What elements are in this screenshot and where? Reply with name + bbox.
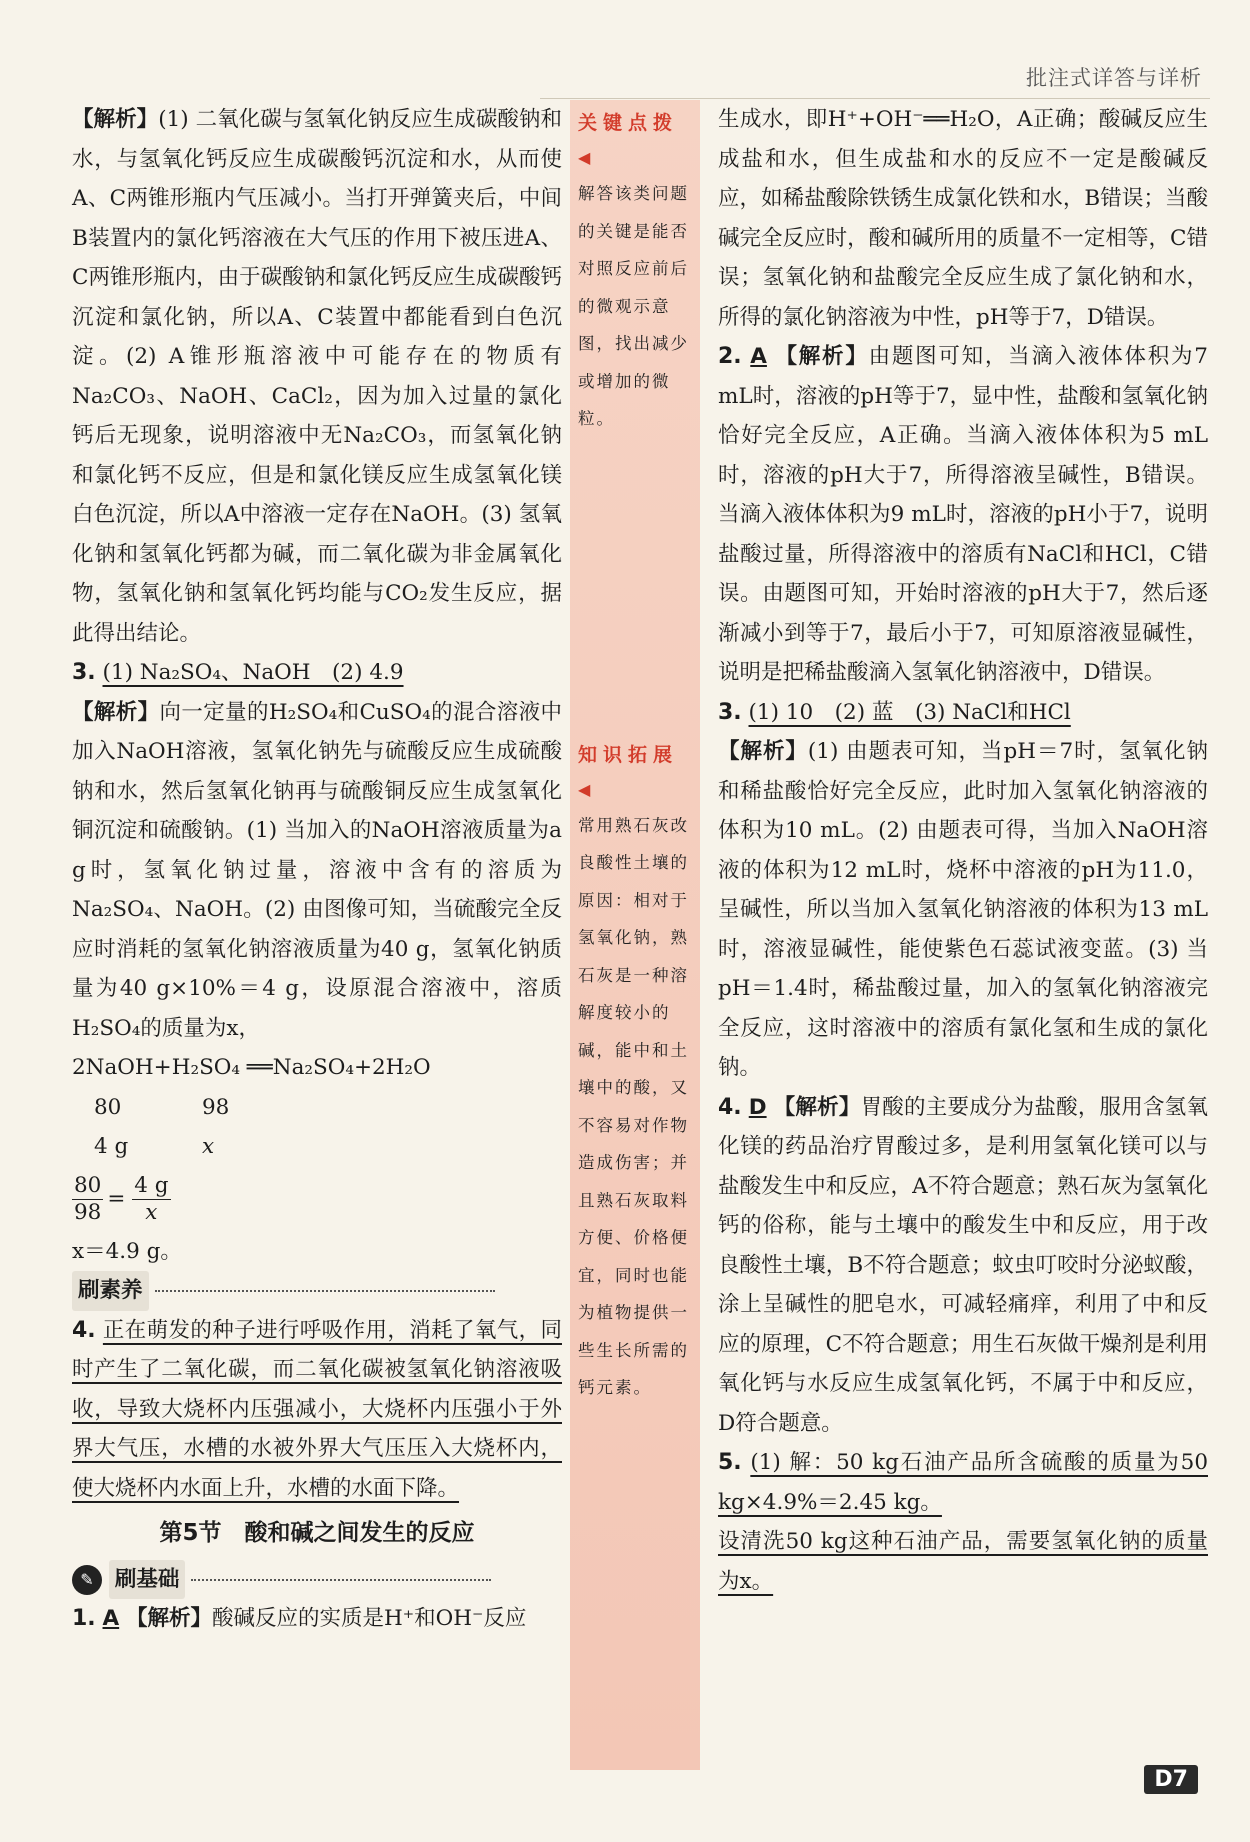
- question-number: 1.: [72, 1606, 96, 1631]
- chemical-equation: 2NaOH+H₂SO₄ ══Na₂SO₄+2H₂O: [72, 1055, 431, 1080]
- question-5: [718, 1443, 1208, 1522]
- result: x＝4.9 g。: [72, 1238, 182, 1264]
- fraction: $\frac{80}{98}$: [74, 1172, 102, 1225]
- left-column: [72, 100, 562, 1639]
- question-answer: (1) Na₂SO₄、NaOH (2) 4.9: [102, 660, 404, 685]
- question-answer: (1) 10 (2) 蓝 (3) NaCl和HCl: [748, 699, 1071, 725]
- question-number: 3.: [718, 699, 742, 725]
- dotted-rule: [155, 1290, 495, 1292]
- question-4: [718, 1088, 1208, 1444]
- analysis-label: 【解析】: [773, 1094, 861, 1120]
- question-1: [72, 1599, 562, 1639]
- section-tag: 刷素养: [72, 1271, 149, 1311]
- question-3: [718, 693, 1208, 733]
- question-number: 2.: [718, 344, 742, 369]
- arrow-left-icon: ◀: [578, 148, 597, 167]
- analysis-text: 由题图可知，当滴入液体体积为7 mL时，溶液的pH等于7，显中性，盐酸和氢氧化钠恰好完全反应，A正确。当滴入液体体积为5 mL时，溶液的pH大于7，所得溶液呈碱性，B错误。当滴入液体体积为9 mL时，溶液的pH小于7，说明盐酸过量，所得溶液中的溶质有NaCl和HCl，C错误。由题图可知，开始时溶液的pH大于7，然后逐渐减小到等于7，最后小于7，可知原溶液显碱性，说明是把稀盐酸滴入氢氧化钠溶液中，D错误。: [718, 344, 1208, 685]
- arrow-left-icon: ◀: [578, 779, 597, 799]
- question-number: 3.: [72, 660, 96, 685]
- analysis-label: 【解析】: [775, 344, 869, 369]
- page-number: D7: [1144, 1765, 1198, 1794]
- question-answer: A: [750, 344, 767, 369]
- proportion: $\frac{80}{98}$ = $\frac{4 g}{x}$: [74, 1172, 169, 1225]
- equation-values: 4 g x: [94, 1134, 215, 1159]
- question-3-analysis: [72, 693, 562, 1049]
- question-5-setup: [718, 1522, 1208, 1601]
- question-2: [718, 337, 1208, 693]
- analysis-label: 【解析】: [126, 1606, 213, 1631]
- question-number: 4.: [72, 1317, 96, 1343]
- section-suyang: [72, 1271, 562, 1311]
- analysis-paragraph: [72, 100, 562, 653]
- question-number: 5.: [718, 1450, 742, 1475]
- analysis-label: 【解析】: [72, 107, 159, 132]
- knowledge-title: 知识拓展◀: [578, 743, 679, 799]
- analysis-text: (1) 由题表可知，当pH＝7时，氢氧化钠和稀盐酸恰好完全反应，此时加入氢氧化钠溶液的体积为10 mL。(2) 由题表可得，当加入NaOH溶液的体积为12 mL时，烧杯中溶液的pH为11.0，呈碱性，所以当加入氢氧化钠溶液的体积为13 mL时，溶液显碱性，能使紫色石蕊试液变蓝。(3) 当pH＝1.4时，稀盐酸过量，加入的氢氧化钠溶液完全反应，这时溶液中的溶质有氯化氢和生成的氯化钠。: [718, 739, 1208, 1080]
- question-answer: A: [102, 1606, 120, 1631]
- section-title: 第5节 酸和碱之间发生的反应: [159, 1520, 475, 1546]
- analysis-label: 【解析】: [72, 699, 160, 725]
- section-tag: 刷基础: [109, 1560, 186, 1600]
- analysis-text: 向一定量的H₂SO₄和CuSO₄的混合溶液中加入NaOH溶液，氢氧化钠先与硫酸反应生成硫酸钠和水，然后氢氧化钠再与硫酸铜反应生成氢氧化铜沉淀和硫酸钠。(1) 当加入的NaOH溶液质量为a g时，氢氧化钠过量，溶液中含有的溶质为Na₂SO₄、NaOH。(2) 由图像可知，当硫酸完全反应时消耗的氢氧化钠溶液质量为40 g，氢氧化钠质量为40 g×10%＝4 g，设原混合溶液中，溶质H₂SO₄的质量为x，: [72, 699, 562, 1041]
- question-number: 4.: [718, 1094, 742, 1120]
- question-3: [72, 653, 562, 693]
- analysis-label: 【解析】: [718, 739, 808, 764]
- page-header: 批注式详答与详析: [1026, 66, 1202, 90]
- question-4: [72, 1311, 562, 1509]
- annotation-sidebar: [570, 100, 700, 1770]
- key-point-text: 解答该类问题的关键是能否对照反应前后的微观示意图，找出减少或增加的微粒。: [578, 184, 689, 428]
- equation-masses: 80 98: [94, 1094, 230, 1120]
- pen-icon: ✎: [72, 1565, 102, 1595]
- section-basic: [72, 1560, 562, 1600]
- key-point-title: 关键点拨◀: [578, 112, 679, 167]
- question-answer: D: [748, 1094, 767, 1120]
- fraction: $\frac{4 g}{x}$: [134, 1172, 169, 1225]
- knowledge-text: 常用熟石灰改良酸性土壤的原因：相对于氢氧化钠，熟石灰是一种溶解度较小的碱，能中和土壤中的酸，又不容易对作物造成伤害；并且熟石灰取料方便、价格便宜，同时也能为植物提供一些生长所需的钙元素。: [578, 815, 689, 1397]
- question-answer: 正在萌发的种子进行呼吸作用，消耗了氧气，同时产生了二氧化碳，而二氧化碳被氢氧化钠溶液吸收，导致大烧杯内压强减小，大烧杯内压强小于外界大气压，水槽的水被外界大气压压入大烧杯内，使大烧杯内水面上升，水槽的水面下降。: [72, 1317, 562, 1501]
- analysis-text: 酸碱反应的实质是H⁺和OH⁻反应: [212, 1606, 527, 1631]
- analysis-text: (1) 二氧化碳与氢氧化钠反应生成碳酸钠和水，与氢氧化钙反应生成碳酸钙沉淀和水，从而使A、C两锥形瓶内气压减小。当打开弹簧夹后，中间B装置内的氯化钙溶液在大气压的作用下被压进A、C两锥形瓶内，由于碳酸钠和氯化钙反应生成碳酸钙沉淀和氯化钠，所以A、C装置中都能看到白色沉淀。(2) A锥形瓶溶液中可能存在的物质有Na₂CO₃、NaOH、CaCl₂，因为加入过量的氯化钙后无现象，说明溶液中无Na₂CO₃，而氢氧化钠和氯化钙不反应，但是和氯化镁反应生成氢氧化镁白色沉淀，所以A中溶液一定存在NaOH。(3) 氢氧化钠和氢氧化钙都为碱，而二氧化碳为非金属氧化物，氢氧化钠和氢氧化钙均能与CO₂发生反应，据此得出结论。: [72, 107, 562, 646]
- header-divider: [540, 98, 1210, 99]
- analysis-text: 胃酸的主要成分为盐酸，服用含氢氧化镁的药品治疗胃酸过多，是利用氢氧化镁可以与盐酸发生中和反应，A不符合题意；熟石灰为氢氧化钙的俗称，能与土壤中的酸发生中和反应，用于改良酸性土壤，B不符合题意；蚊虫叮咬时分泌蚁酸，涂上呈碱性的肥皂水，可减轻痛痒，利用了中和反应的原理，C不符合题意；用生石灰做干燥剂是利用氧化钙与水反应生成氢氧化钙，不属于中和反应，D符合题意。: [718, 1094, 1208, 1436]
- dotted-rule: [191, 1579, 491, 1581]
- question-3-analysis: [718, 732, 1208, 1088]
- question-answer: 设清洗50 kg这种石油产品，需要氢氧化钠的质量为x。: [718, 1529, 1208, 1594]
- question-answer: (1) 解：50 kg石油产品所含硫酸的质量为50 kg×4.9%＝2.45 kg。: [718, 1450, 1208, 1515]
- right-column: [718, 100, 1208, 1601]
- question-1-continued: 生成水，即H⁺+OH⁻══H₂O，A正确；酸碱反应生成盐和水，但生成盐和水的反应不一定是酸碱反应，如稀盐酸除铁锈生成氯化铁和水，B错误；当酸碱完全反应时，酸和碱所用的质量不一定相等，C错误；氢氧化钠和盐酸完全反应生成了氯化钠和水，所得的氯化钠溶液为中性，pH等于7，D错误。: [718, 107, 1208, 330]
